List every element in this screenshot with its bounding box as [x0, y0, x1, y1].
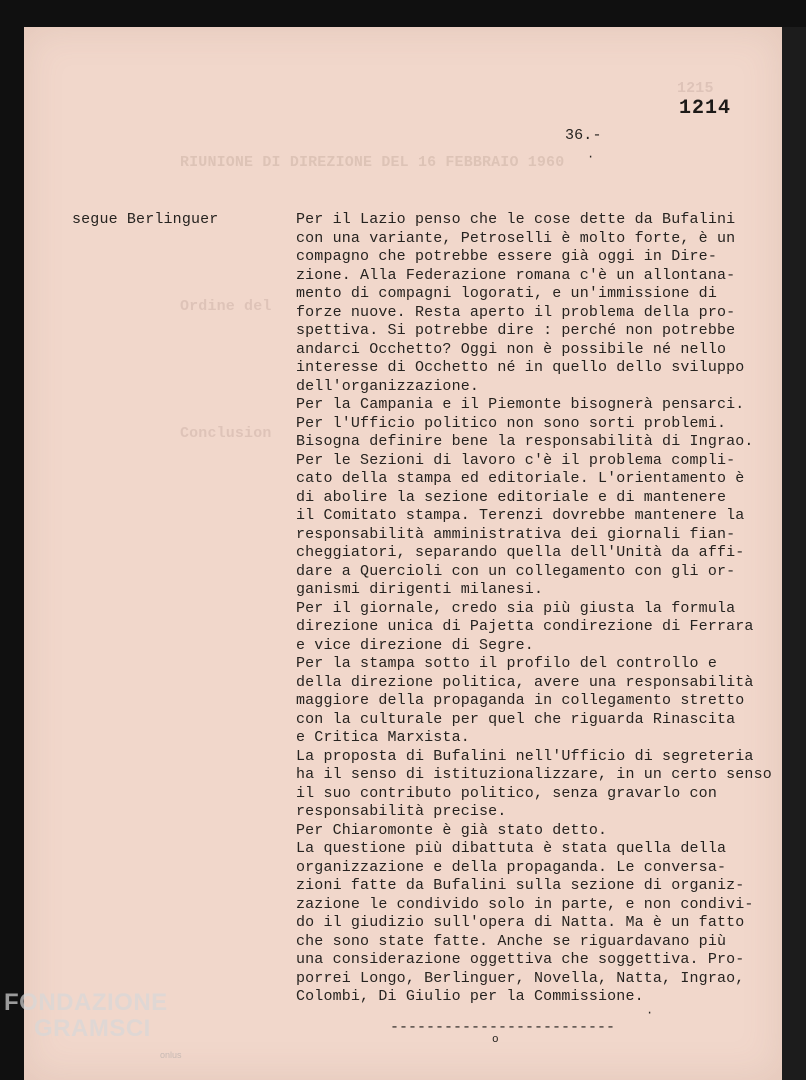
transcript-line: di abolire la sezione editoriale e di mantenere	[296, 488, 727, 506]
archive-watermark	[4, 990, 168, 1042]
bleed-through-ordine: Ordine del	[180, 298, 272, 315]
transcript-line: il suo contributo politico, senza gravarlo con	[296, 784, 717, 802]
transcript-line: Per Chiaromonte è già stato detto.	[296, 821, 608, 839]
watermark-line-1: FONDAZIONE	[4, 989, 168, 1016]
transcript-line: zione. Alla Federazione romana c'è un allontana-	[296, 266, 736, 284]
transcript-line: compagno che potrebbe essere già oggi in Dire-	[296, 248, 717, 265]
transcript-line: zioni fatte da Bufalini sulla sezione di organiz-	[296, 877, 745, 894]
transcript-line: La questione più dibattuta è stata quella della	[296, 840, 727, 857]
transcript-line: forze nuove. Resta aperto il problema della pro-	[296, 303, 736, 321]
transcript-line: zazione le condivido solo in parte, e non condivi-	[296, 895, 754, 913]
transcript-line: Per il Lazio penso che le cose dette da Bufalini	[296, 211, 736, 228]
sheet-number: 36.-	[565, 127, 602, 144]
transcript-line: cato della stampa ed editoriale. L'orientamento è	[296, 470, 745, 487]
transcript-line: Bisogna definire bene la responsabilità di Ingrao.	[296, 433, 754, 450]
transcript-line: cheggiatori, separando quella dell'Unità da affi-	[296, 544, 745, 561]
stray-mark: ·	[646, 1006, 654, 1020]
transcript-line: e Critica Marxista.	[296, 729, 470, 746]
transcript-line: dare a Quercioli con un collegamento con gli or-	[296, 562, 736, 580]
transcript-line: spettiva. Si potrebbe dire : perché non potrebbe	[296, 322, 736, 339]
transcript-line: che sono state fatte. Anche se riguardavano più	[296, 932, 727, 950]
scan-edge	[782, 27, 806, 1080]
transcript-line: interesse di Occhetto né in quello dello sviluppo	[296, 359, 745, 376]
transcript-body	[296, 211, 782, 1007]
transcript-line: ha il senso di istituzionalizzare, in un certo senso	[296, 766, 772, 783]
ghost-page-number: 1215	[677, 80, 714, 97]
transcript-line: il Comitato stampa. Terenzi dovrebbe mantenere la	[296, 507, 745, 524]
separator-mark: o	[492, 1034, 499, 1046]
transcript-line: e vice direzione di Segre.	[296, 636, 534, 654]
speaker-label: segue Berlinguer	[72, 211, 219, 228]
transcript-line: responsabilità precise.	[296, 803, 507, 820]
transcript-line: Colombi, Di Giulio per la Commissione.	[296, 988, 644, 1005]
transcript-line: Per le Sezioni di lavoro c'è il problema compli-	[296, 451, 736, 469]
transcript-line: una considerazione oggettiva che soggettiva. Pro-	[296, 951, 745, 968]
transcript-line: con una variante, Petroselli è molto forte, è un	[296, 229, 736, 247]
sheet-mark: ·	[587, 150, 595, 164]
bleed-through-heading: RIUNIONE DI DIREZIONE DEL 16 FEBBRAIO 1960	[180, 154, 565, 171]
transcript-line: Per il giornale, credo sia più giusta la formula	[296, 599, 736, 617]
transcript-line: organizzazione e della propaganda. Le conversa-	[296, 858, 727, 876]
transcript-line: andarci Occhetto? Oggi non è possibile né nello	[296, 340, 727, 358]
transcript-line: Per la Campania e il Piemonte bisognerà pensarci.	[296, 396, 745, 413]
transcript-line: dell'organizzazione.	[296, 377, 480, 395]
transcript-line: responsabilità amministrativa dei giornali fian-	[296, 525, 736, 543]
transcript-line: do il giudizio sull'opera di Natta. Ma è un fatto	[296, 914, 745, 931]
transcript-line: della direzione politica, avere una responsabilità	[296, 673, 754, 691]
transcript-line: La proposta di Bufalini nell'Ufficio di segreteria	[296, 747, 754, 765]
transcript-line: ganismi dirigenti milanesi.	[296, 581, 544, 598]
transcript-line: Per la stampa sotto il profilo del controllo e	[296, 655, 717, 672]
transcript-line: con la culturale per quel che riguarda Rinascita	[296, 710, 736, 728]
transcript-line: porrei Longo, Berlinguer, Novella, Natta, Ingrao,	[296, 969, 745, 987]
watermark-line-2: GRAMSCI	[34, 1015, 151, 1042]
page-number: 1214	[679, 97, 732, 120]
watermark-subtitle: onlus	[160, 1050, 182, 1060]
transcript-line: direzione unica di Pajetta condirezione di Ferrara	[296, 618, 754, 635]
transcript-line: mento di compagni logorati, e un'immissione di	[296, 285, 717, 302]
transcript-line: Per l'Ufficio politico non sono sorti problemi.	[296, 414, 727, 432]
closing-separator: -------------------------	[390, 1019, 616, 1036]
transcript-line: maggiore della propaganda in collegamento stretto	[296, 692, 745, 709]
bleed-through-conclusioni: Conclusion	[180, 425, 272, 442]
